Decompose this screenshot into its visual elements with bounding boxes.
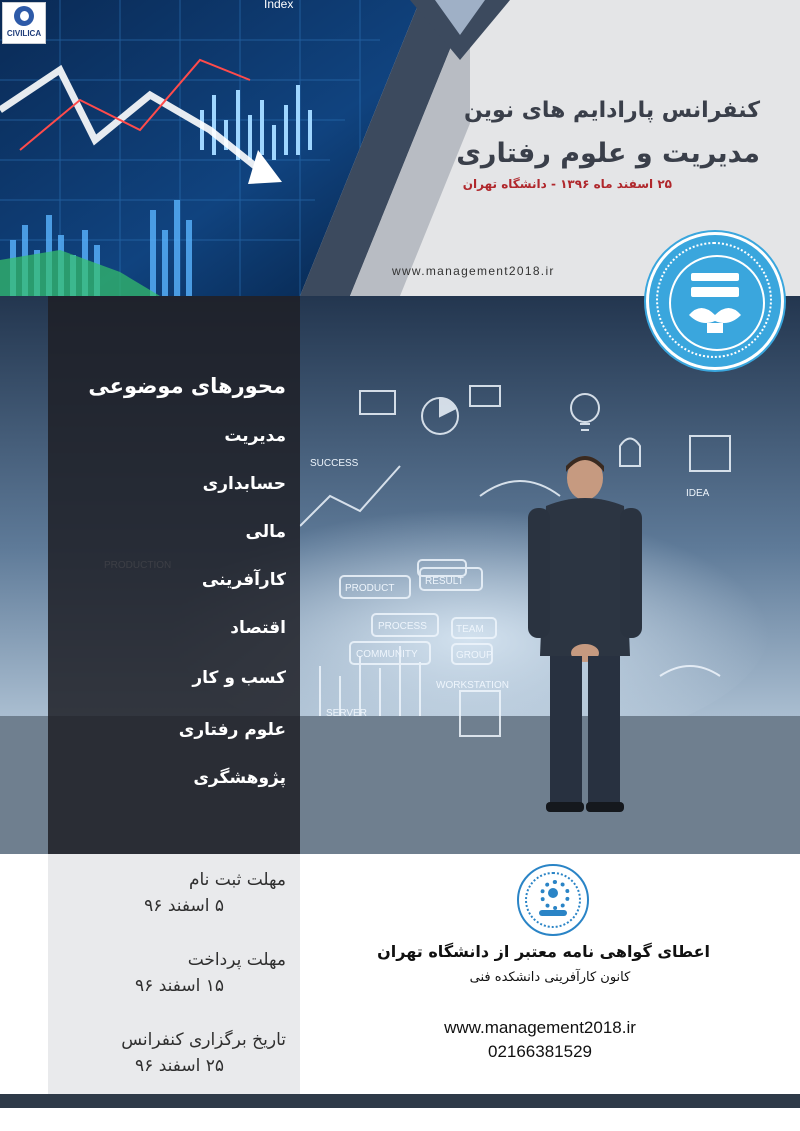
conference-topics-section — [0, 296, 800, 854]
topic-item-behavioral-sciences: علوم رفتاری — [178, 720, 286, 740]
footer-website-link[interactable]: www.management2018.ir — [444, 1018, 636, 1037]
payment-deadline-label: مهلت پرداخت — [187, 950, 286, 970]
decorative-triangles — [390, 0, 520, 70]
topics-title: محورهای موضوعی — [88, 374, 286, 398]
university-of-tehran-seal-icon — [646, 232, 784, 370]
topic-item-finance: مالی — [245, 522, 286, 542]
topic-item-accounting: حسابداری — [202, 474, 286, 494]
deadlines-panel — [48, 854, 300, 1094]
doodle-community: COMMUNITY — [356, 649, 418, 660]
doodle-server: SERVER — [326, 708, 367, 719]
doodle-process: PROCESS — [378, 621, 427, 632]
registration-deadline-value: ۵ اسفند ۹۶ — [144, 896, 224, 916]
doodle-workstation: WORKSTATION — [436, 680, 509, 691]
contact-phone-link[interactable]: 02166381529 — [487, 1042, 592, 1061]
topics-panel — [48, 296, 300, 854]
header-website-link[interactable]: www.management2018.ir — [392, 264, 555, 278]
civilica-mark-icon — [14, 6, 34, 26]
conference-title-line2: مدیریت و علوم رفتاری — [456, 138, 760, 169]
conference-date-value: ۲۵ اسفند ۹۶ — [135, 1056, 224, 1076]
seal-base — [539, 910, 567, 916]
faculty-of-engineering-seal-icon — [517, 864, 589, 936]
gear-hub — [548, 888, 558, 898]
conference-date-label: تاریخ برگزاری کنفرانس — [121, 1030, 286, 1050]
info-section — [0, 854, 800, 1094]
civilica-logo[interactable] — [2, 2, 46, 44]
chart-index-label: Index — [264, 0, 294, 11]
seal-emblem-icon — [685, 265, 745, 337]
certificate-statement: اعطای گواهی نامه معتبر از دانشگاه تهران — [377, 942, 710, 961]
registration-deadline-label: مهلت ثبت نام — [188, 870, 286, 890]
footer-bar — [0, 1094, 800, 1108]
doodle-team: TEAM — [456, 624, 484, 635]
doodle-idea: IDEA — [686, 488, 710, 499]
topic-item-economics: اقتصاد — [230, 618, 286, 638]
topic-item-entrepreneurship: کارآفرینی — [201, 570, 286, 590]
doodle-success: SUCCESS — [310, 458, 359, 469]
conference-date: ۲۵ اسفند ماه ۱۳۹۶ - دانشگاه تهران — [462, 177, 672, 191]
doodle-product: PRODUCT — [345, 583, 395, 594]
conference-title-line1: کنفرانس پارادایم های نوین — [463, 98, 760, 123]
doodle-group: GROUP — [456, 650, 493, 661]
civilica-label: CIVILICA — [6, 29, 42, 38]
certificate-issuer: کانون کارآفرینی دانشکده فنی — [469, 970, 631, 985]
topic-item-business: کسب و کار — [192, 668, 286, 688]
payment-deadline-value: ۱۵ اسفند ۹۶ — [135, 976, 224, 996]
topic-item-management: مدیریت — [224, 426, 286, 446]
topic-item-research: پژوهشگری — [193, 768, 286, 788]
doodle-result: RESULT — [425, 576, 464, 587]
footer-strip — [0, 1108, 800, 1131]
